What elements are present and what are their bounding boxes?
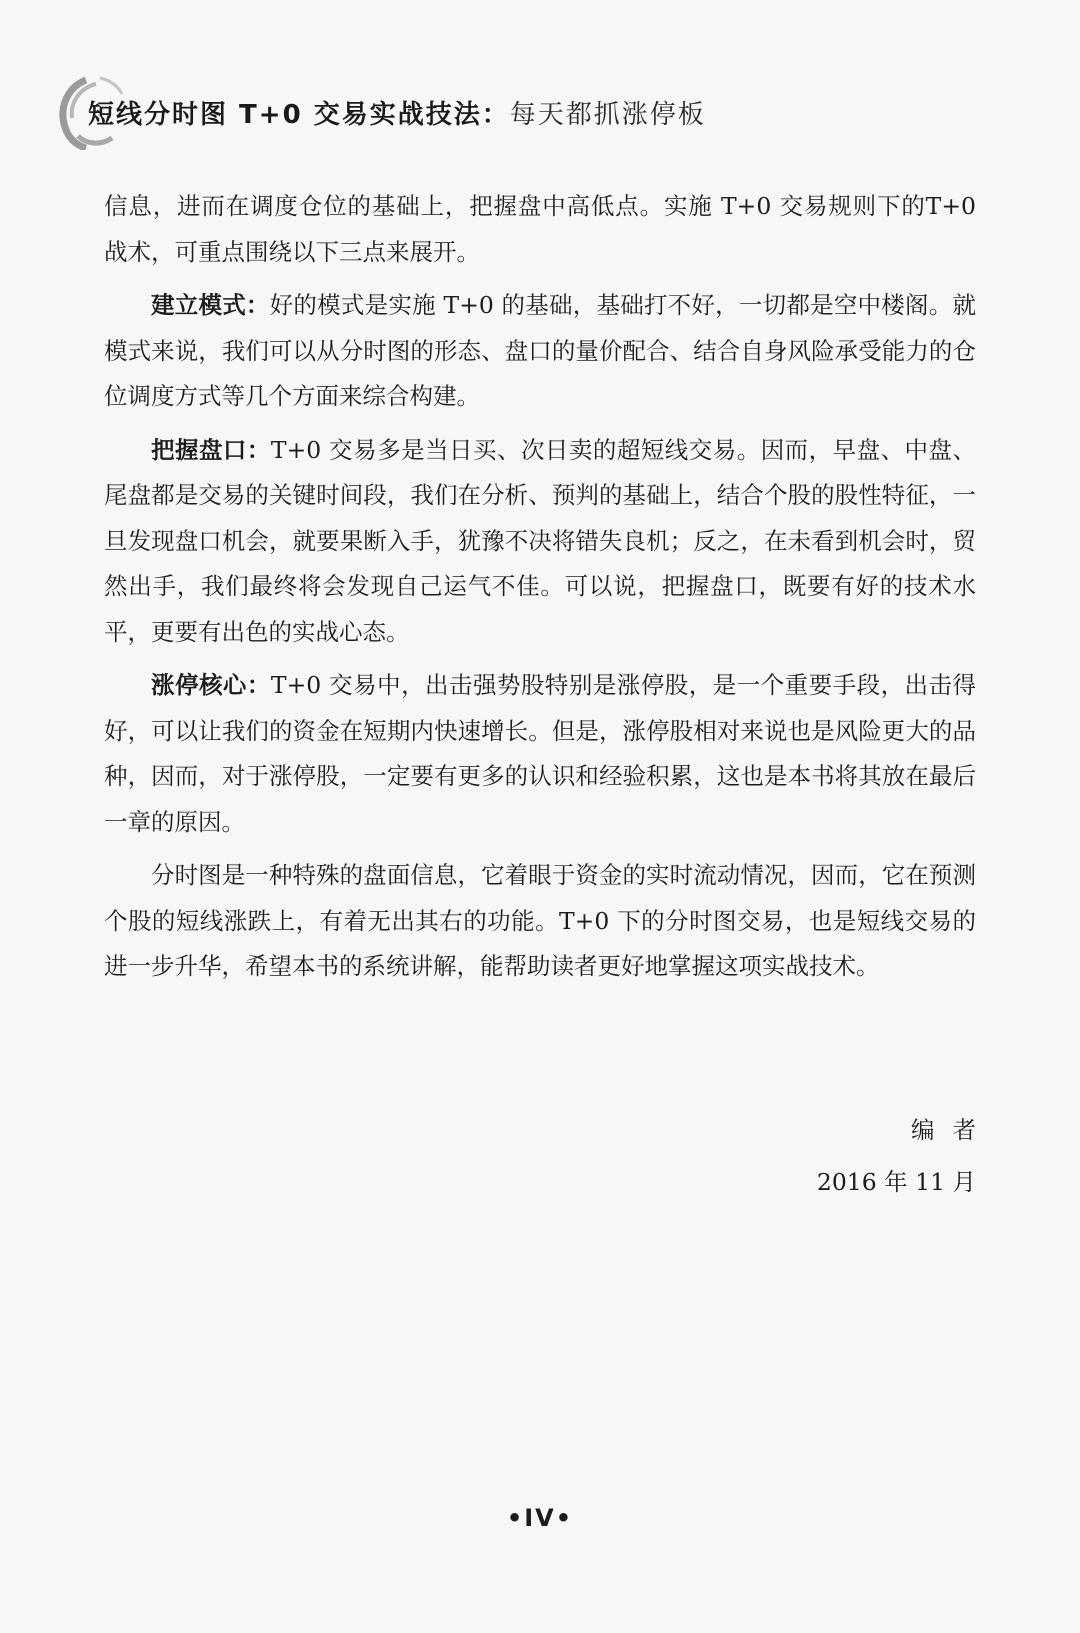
paragraph-4 bbox=[104, 663, 976, 845]
book-title: 短线分时图 T+0 交易实战技法 bbox=[88, 100, 482, 130]
signature-block bbox=[816, 1104, 994, 1208]
paragraph-4-keyword: 涨停核心： bbox=[151, 671, 271, 699]
paragraph-3-text: T+0 交易多是当日买、次日卖的超短线交易。因而，早盘、中盘、尾盘都是交易的关键时间段，我们在分析、预判的基础上，结合个股的股性特征，一旦发现盘口机会，就要果断入手，犹豫不决将错失良机；反之，在未看到机会时，贸然出手，我们最终将会发现自己运气不佳。可以说，把握盘口，既要有好的技术水平，更要有出色的实战心态。 bbox=[104, 435, 977, 646]
signature-author: 编者 bbox=[911, 1116, 994, 1144]
paragraph-5: 分时图是一种特殊的盘面信息，它着眼于资金的实时流动情况，因而，它在预测个股的短线涨跌上，有着无出其右的功能。T+0 下的分时图交易，也是短线交易的进一步升华，希望本书的系统讲解，能帮助读者更好地掌握这项实战技术。 bbox=[104, 861, 976, 980]
paragraph-1: 信息，进而在调度仓位的基础上，把握盘中高低点。实施 T+0 交易规则下的T+0 战术，可重点围绕以下三点来展开。 bbox=[104, 192, 976, 266]
paragraph-2 bbox=[104, 283, 976, 420]
paragraph-3-keyword: 把握盘口： bbox=[151, 435, 271, 464]
signature-date: 2016 年 11 月 bbox=[816, 1168, 976, 1196]
paragraph-2-keyword: 建立模式： bbox=[151, 291, 270, 319]
paragraph-3 bbox=[104, 428, 976, 656]
paragraph-2-text: 好的模式是实施 T+0 的基础，基础打不好，一切都是空中楼阁。就模式来说，我们可以从分时图的形态、盘口的量价配合、结合自身风险承受能力的仓位调度方式等几个方面来综合构建。 bbox=[104, 291, 976, 410]
body-text bbox=[104, 184, 976, 998]
paragraph-4-text: T+0 交易中，出击强势股特别是涨停股，是一个重要手段，出击得好，可以让我们的资金在短期内快速增长。但是，涨停股相对来说也是风险更大的品种，因而，对于涨停股，一定要有更多的认识和经验积累，这也是本书将其放在最后一章的原因。 bbox=[104, 671, 977, 836]
header-title bbox=[88, 94, 706, 131]
title-separator: ： bbox=[481, 100, 510, 130]
book-subtitle: 每天都抓涨停板 bbox=[509, 100, 706, 130]
page-number: •IV• bbox=[506, 1504, 574, 1532]
running-header bbox=[56, 74, 856, 150]
